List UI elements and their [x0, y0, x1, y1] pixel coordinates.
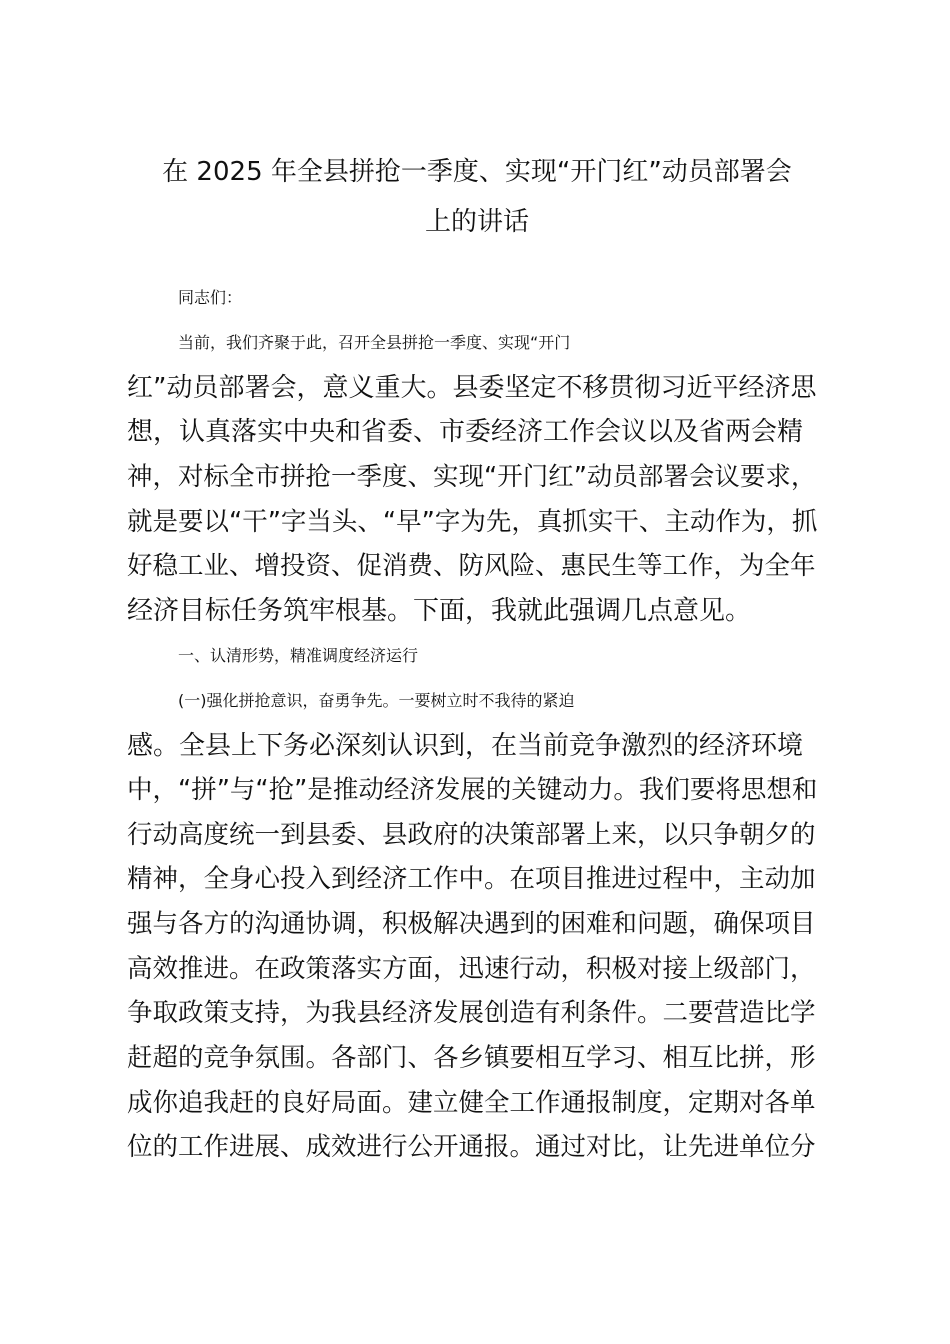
body-line: 感。全县上下务必深刻认识到，在当前竞争激烈的经济环境	[127, 731, 804, 761]
body-line: 中，“拼”与“抢”是推动经济发展的关键动力。我们要将思想和	[127, 775, 818, 805]
document-title-line-1: 在 2025 年全县拼抢一季度、实现“开门红”动员部署会	[162, 157, 792, 187]
body-line: 成你追我赶的良好局面。建立健全工作通报制度，定期对各单	[127, 1088, 816, 1118]
document-title-line-2: 上的讲话	[424, 207, 529, 237]
greeting: 同志们：	[178, 288, 243, 307]
body-line: 神，对标全市拼抢一季度、实现“开门红”动员部署会议要求，	[127, 462, 817, 492]
body-line: 就是要以“干”字当头、“早”字为先，真抓实干、主动作为，抓	[127, 507, 818, 537]
body-line: 经济目标任务筑牢根基。下面，我就此强调几点意见。	[127, 596, 752, 626]
body-line: 争取政策支持，为我县经济发展创造有利条件。二要营造比学	[127, 998, 816, 1028]
body-line: 行动高度统一到县委、县政府的决策部署上来，以只争朝夕的	[127, 820, 816, 850]
body-line: 当前，我们齐聚于此，召开全县拼抢一季度、实现“开门	[178, 333, 571, 352]
body-line: 高效推进。在政策落实方面，迅速行动，积极对接上级部门，	[127, 954, 816, 984]
section-heading: 一、认清形势，精准调度经济运行	[178, 646, 419, 665]
body-line: 强与各方的沟通协调，积极解决遇到的困难和问题，确保项目	[127, 909, 816, 939]
body-line: 位的工作进展、成效进行公开通报。通过对比，让先进单位分	[127, 1132, 816, 1162]
body-line: 好稳工业、增投资、促消费、防风险、惠民生等工作，为全年	[127, 551, 816, 581]
body-line: 想，认真落实中央和省委、市委经济工作会议以及省两会精	[127, 417, 804, 447]
body-line: 精神，全身心投入到经济工作中。在项目推进过程中，主动加	[127, 864, 816, 894]
body-line: 红”动员部署会，意义重大。县委坚定不移贯彻习近平经济思	[127, 373, 817, 403]
body-line: (一)强化拼抢意识，奋勇争先。一要树立时不我待的紧迫	[178, 691, 575, 710]
body-line: 赶超的竞争氛围。各部门、各乡镇要相互学习、相互比拼，形	[127, 1043, 816, 1073]
